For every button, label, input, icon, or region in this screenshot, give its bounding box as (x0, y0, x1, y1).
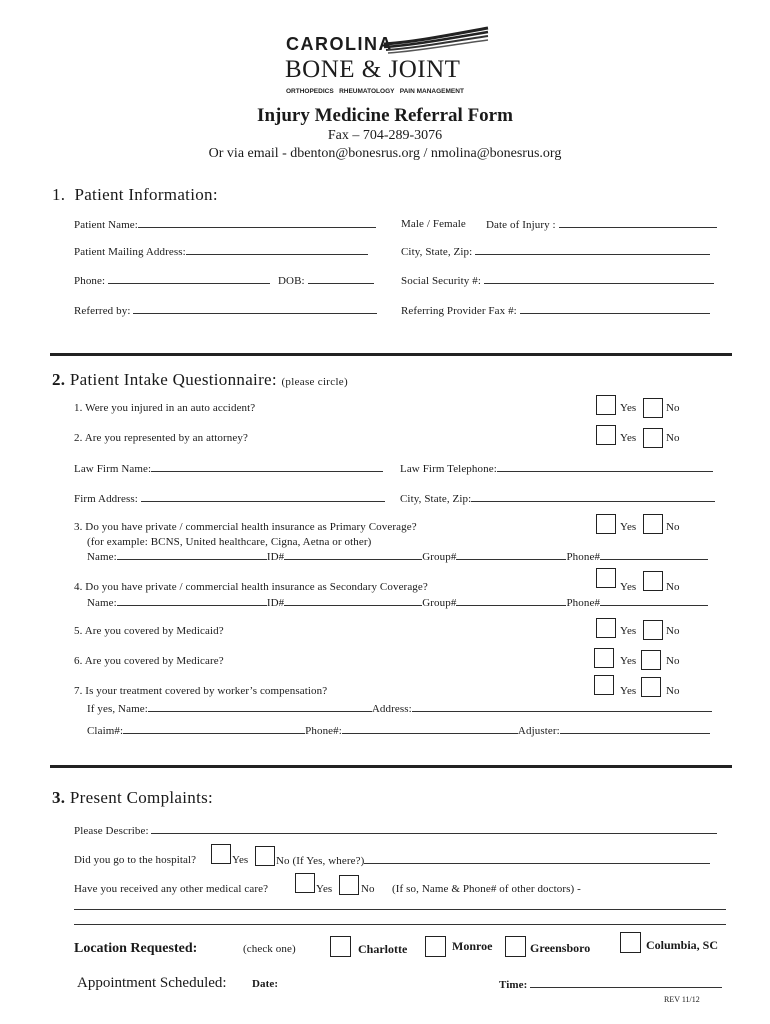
q4-no-checkbox[interactable] (643, 571, 663, 591)
q3-no-label: No (666, 521, 680, 533)
hospital-question: Did you go to the hospital? (74, 854, 197, 866)
other-care-question: Have you received any other medical care? (74, 883, 269, 895)
q2-yes-label: Yes (620, 432, 637, 444)
ssn-field[interactable] (401, 274, 714, 287)
q1-no-label: No (666, 402, 680, 414)
dob-label: DOB: (278, 275, 305, 287)
q2-no-checkbox[interactable] (643, 428, 663, 448)
primary-insurance-row[interactable] (87, 550, 708, 563)
revision-label: REV 11/12 (664, 995, 700, 1004)
q4-no-label: No (666, 581, 680, 593)
q1-yes-label: Yes (620, 402, 637, 414)
q7-yes-checkbox[interactable] (594, 675, 614, 695)
secondary-group-label: Group# (422, 597, 457, 609)
question-2: 2. Are you represented by an attorney? (74, 432, 248, 444)
q3-yes-label: Yes (620, 521, 637, 533)
location-requested-label: Location Requested: (74, 941, 198, 956)
section2-note: (please circle) (281, 376, 348, 388)
other-doctors-line-2[interactable] (74, 924, 726, 925)
q2-no-label: No (666, 432, 680, 444)
wc-adjuster-label: Adjuster: (517, 725, 560, 737)
patient-name-field[interactable] (74, 218, 376, 231)
firm-city-state-zip-field[interactable] (400, 492, 715, 505)
describe-label: Please Describe: (74, 825, 149, 837)
primary-id-label: ID# (266, 551, 285, 563)
form-title: Injury Medicine Referral Form (257, 105, 513, 126)
sex-label: Male / Female (401, 218, 466, 230)
question-4: 4. Do you have private / commercial health insurance as Secondary Coverage? (74, 581, 428, 593)
appointment-scheduled-label: Appointment Scheduled: (77, 975, 227, 991)
other-care-no-checkbox[interactable] (339, 875, 359, 895)
law-firm-name-field[interactable] (74, 462, 383, 475)
date-of-injury-label: Date of Injury : (486, 219, 556, 231)
q4-yes-checkbox[interactable] (596, 568, 616, 588)
q5-no-checkbox[interactable] (643, 620, 663, 640)
hospital-where-label: No (If Yes, where?) (276, 855, 365, 867)
location-greensboro-checkbox[interactable] (505, 936, 526, 957)
question-3: 3. Do you have private / commercial health insurance as Primary Coverage? (74, 521, 417, 533)
mailing-address-label: Patient Mailing Address: (74, 246, 186, 258)
dob-field[interactable] (278, 274, 374, 287)
other-care-yes-checkbox[interactable] (295, 873, 315, 893)
law-firm-name-label: Law Firm Name: (74, 463, 152, 475)
city-state-zip-field[interactable] (401, 245, 710, 258)
phone-label: Phone: (74, 275, 106, 287)
firm-city-state-zip-label: City, State, Zip: (400, 493, 472, 505)
firm-address-field[interactable] (74, 492, 385, 505)
question-3-example: (for example: BCNS, United healthcare, Cigna, Aetna or other) (87, 536, 372, 548)
workers-comp-name-address-row[interactable] (87, 702, 712, 715)
other-doctors-label: (If so, Name & Phone# of other doctors) - (392, 883, 581, 895)
q1-no-checkbox[interactable] (643, 398, 663, 418)
section-divider-1 (50, 353, 732, 356)
q1-yes-checkbox[interactable] (596, 395, 616, 415)
appointment-time-field[interactable] (499, 978, 722, 991)
q2-yes-checkbox[interactable] (596, 425, 616, 445)
firm-address-label: Firm Address: (74, 493, 138, 505)
q3-no-checkbox[interactable] (643, 514, 663, 534)
other-doctors-line-1[interactable] (74, 909, 726, 910)
wc-phone-label: Phone#: (305, 725, 342, 737)
logo-tagline: ORTHOPEDICS RHEUMATOLOGY PAIN MANAGEMENT (286, 88, 464, 95)
q5-no-label: No (666, 625, 680, 637)
section2-number: 2. (52, 370, 66, 389)
section1-heading: 1. Patient Information: (52, 185, 218, 204)
city-state-zip-label: City, State, Zip: (401, 246, 473, 258)
wc-name-label: If yes, Name: (87, 703, 148, 715)
section-divider-2 (50, 765, 732, 768)
appointment-date-field[interactable] (252, 978, 278, 990)
q6-yes-checkbox[interactable] (594, 648, 614, 668)
secondary-id-label: ID# (266, 597, 285, 609)
question-6: 6. Are you covered by Medicare? (74, 655, 224, 667)
q7-no-label: No (666, 685, 680, 697)
q5-yes-label: Yes (620, 625, 637, 637)
section2-title: Patient Intake Questionnaire: (69, 370, 277, 389)
q5-yes-checkbox[interactable] (596, 618, 616, 638)
check-one-label: (check one) (243, 943, 296, 955)
primary-group-label: Group# (422, 551, 457, 563)
logo-line2: BONE & JOINT (285, 56, 461, 83)
describe-field[interactable] (74, 824, 717, 837)
primary-name-label: Name: (87, 551, 117, 563)
section3-number: 3. (52, 788, 66, 807)
secondary-phone-label: Phone# (566, 597, 601, 609)
email-line: Or via email - dbenton@bonesrus.org / nmolina@bonesrus.org (208, 146, 562, 161)
hospital-yes-label: Yes (232, 854, 249, 866)
hospital-no-checkbox[interactable] (255, 846, 275, 866)
referred-by-label: Referred by: (74, 305, 131, 317)
question-7: 7. Is your treatment covered by worker’s compensation? (74, 685, 328, 697)
primary-phone-label: Phone# (566, 551, 601, 563)
q4-yes-label: Yes (620, 581, 637, 593)
location-charlotte-label: Charlotte (358, 942, 408, 956)
referring-fax-label: Referring Provider Fax #: (401, 305, 517, 317)
logo-swoosh-graphic (384, 26, 489, 56)
workers-comp-claim-row[interactable] (87, 724, 710, 737)
question-5: 5. Are you covered by Medicaid? (74, 625, 224, 637)
section2-heading (52, 370, 348, 390)
location-monroe-checkbox[interactable] (425, 936, 446, 957)
section3-title: Present Complaints: (69, 788, 214, 807)
location-columbia-checkbox[interactable] (620, 932, 641, 953)
wc-address-label: Address: (371, 703, 412, 715)
referring-fax-field[interactable] (401, 304, 710, 317)
location-charlotte-checkbox[interactable] (330, 936, 351, 957)
location-monroe-label: Monroe (452, 939, 493, 953)
q3-yes-checkbox[interactable] (596, 514, 616, 534)
referred-by-field[interactable] (74, 304, 377, 317)
q7-yes-label: Yes (620, 685, 637, 697)
q6-no-label: No (666, 655, 680, 667)
appointment-date-label: Date: (252, 978, 279, 990)
location-greensboro-label: Greensboro (530, 941, 591, 955)
wc-claim-label: Claim#: (87, 725, 124, 737)
patient-name-label: Patient Name: (74, 219, 138, 231)
other-care-yes-label: Yes (316, 883, 333, 895)
section3-heading (52, 788, 213, 808)
other-care-no-label: No (361, 883, 375, 895)
secondary-name-label: Name: (87, 597, 117, 609)
law-firm-phone-label: Law Firm Telephone: (400, 463, 497, 475)
q6-yes-label: Yes (620, 655, 637, 667)
appointment-time-label: Time: (499, 979, 528, 991)
hospital-yes-checkbox[interactable] (211, 844, 231, 864)
q6-no-checkbox[interactable] (641, 650, 661, 670)
q7-no-checkbox[interactable] (641, 677, 661, 697)
phone-field[interactable] (74, 274, 270, 287)
secondary-insurance-row[interactable] (87, 596, 708, 609)
fax-line: Fax – 704-289-3076 (327, 128, 443, 143)
question-1: 1. Were you injured in an auto accident? (74, 402, 256, 414)
law-firm-phone-field[interactable] (400, 462, 713, 475)
ssn-label: Social Security #: (401, 275, 482, 287)
logo-line1: CAROLINA (286, 34, 393, 54)
location-columbia-label: Columbia, SC (646, 938, 719, 952)
sex-field[interactable] (401, 218, 466, 230)
mailing-address-field[interactable] (74, 245, 368, 258)
hospital-where-field[interactable] (276, 854, 710, 867)
date-of-injury-field[interactable] (486, 218, 717, 231)
